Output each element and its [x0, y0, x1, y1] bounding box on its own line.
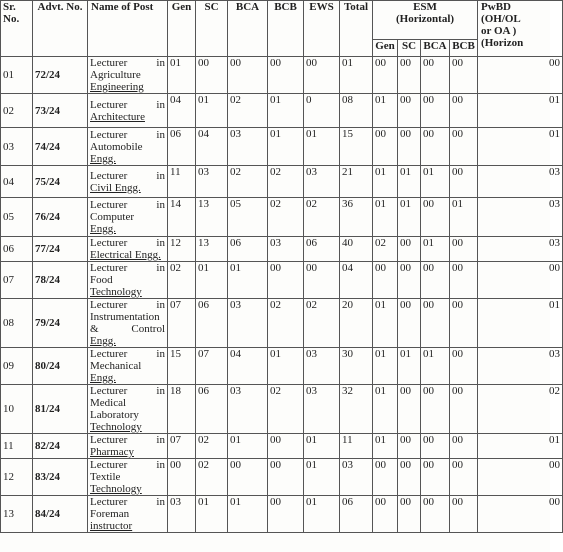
cell-esm-gen: 00: [373, 262, 398, 299]
header-esm-bcb: BCB: [450, 40, 478, 57]
cell-gen: 11: [168, 166, 196, 198]
cell-ews: 01: [304, 128, 340, 166]
post-name-line: Civil Engg.: [90, 181, 141, 194]
table-row: [1, 496, 563, 533]
cell-esm-sc: 01: [398, 348, 421, 385]
cell-pwbd: 01: [478, 434, 563, 459]
header-pwbd-line4: (Horizon: [481, 37, 524, 49]
cell-esm-bcb: 01: [450, 198, 478, 237]
cell-name-of-post: [88, 128, 168, 166]
cell-total: 32: [340, 385, 373, 434]
cell-esm-gen: 01: [373, 348, 398, 385]
cell-esm-sc: 00: [398, 128, 421, 166]
post-name-line: Agriculture: [90, 69, 141, 81]
cell-sc: 06: [196, 385, 228, 434]
cell-sc: 02: [196, 434, 228, 459]
cell-sc: 03: [196, 166, 228, 198]
cell-bca: 01: [228, 434, 268, 459]
cell-esm-sc: 00: [398, 496, 421, 533]
post-name-line: Instrumentation: [90, 311, 160, 323]
post-name-line: Computer: [90, 211, 134, 223]
header-esm-title: ESM: [413, 1, 437, 13]
cell-esm-sc: 00: [398, 299, 421, 348]
header-name-of-post: Name of Post: [88, 1, 168, 57]
cell-esm-bcb: 00: [450, 299, 478, 348]
header-pwbd: [478, 1, 563, 57]
post-name-line: Lecturer in: [90, 385, 165, 397]
cell-bcb: 00: [268, 459, 304, 496]
cell-advt-no: 76/24: [33, 198, 88, 237]
cell-esm-bca: 00: [421, 385, 450, 434]
cell-sc: 00: [196, 57, 228, 94]
cell-gen: 07: [168, 299, 196, 348]
cell-bcb: 01: [268, 128, 304, 166]
header-esm-gen: Gen: [373, 40, 398, 57]
cell-bca: 02: [228, 94, 268, 128]
header-bcb: BCB: [268, 1, 304, 57]
cell-bca: 03: [228, 385, 268, 434]
cell-esm-gen: 00: [373, 496, 398, 533]
cell-bca: 06: [228, 237, 268, 262]
post-name-line: Lecturer in: [90, 434, 165, 446]
cell-esm-sc: 00: [398, 57, 421, 94]
table-row: [1, 166, 563, 198]
table-row: [1, 94, 563, 128]
cell-sr-no: 08: [1, 299, 33, 348]
cell-pwbd: 02: [478, 385, 563, 434]
cell-advt-no: 82/24: [33, 434, 88, 459]
header-pwbd-line1: PwBD: [481, 1, 511, 13]
table-row: [1, 434, 563, 459]
post-name-line: Lecturer in: [90, 459, 165, 471]
header-sc: SC: [196, 1, 228, 57]
cell-name-of-post: [88, 299, 168, 348]
cell-sr-no: 06: [1, 237, 33, 262]
cell-gen: 01: [168, 57, 196, 94]
cell-esm-bca: 00: [421, 434, 450, 459]
cell-esm-bcb: 00: [450, 94, 478, 128]
cell-pwbd: 01: [478, 128, 563, 166]
cell-total: 11: [340, 434, 373, 459]
cell-esm-bcb: 00: [450, 166, 478, 198]
header-advt-no: Advt. No.: [33, 1, 88, 57]
cell-esm-gen: 00: [373, 57, 398, 94]
cell-total: 30: [340, 348, 373, 385]
post-name-line: Lecturer in: [90, 237, 165, 249]
cell-esm-sc: 00: [398, 459, 421, 496]
cell-ews: 03: [304, 166, 340, 198]
cell-bcb: 02: [268, 385, 304, 434]
cell-esm-bcb: 00: [450, 262, 478, 299]
table-row: [1, 299, 563, 348]
cell-sr-no: 03: [1, 128, 33, 166]
cell-name-of-post: [88, 434, 168, 459]
cell-esm-bca: 00: [421, 128, 450, 166]
cell-bca: 02: [228, 166, 268, 198]
cell-esm-sc: 01: [398, 166, 421, 198]
header-esm-bca: BCA: [421, 40, 450, 57]
cell-esm-gen: 01: [373, 299, 398, 348]
post-name-line: Lecturer in: [90, 262, 165, 274]
cell-gen: 06: [168, 128, 196, 166]
post-name-line: Lecturer in: [90, 169, 165, 182]
table-row: [1, 385, 563, 434]
cell-esm-sc: 01: [398, 198, 421, 237]
cell-name-of-post: [88, 237, 168, 262]
post-name-line: Technology: [90, 483, 142, 495]
cell-name-of-post: [88, 57, 168, 94]
cell-name-of-post: [88, 496, 168, 533]
cell-esm-sc: 00: [398, 434, 421, 459]
post-name-line: Lecturer in: [90, 299, 165, 311]
cell-advt-no: 84/24: [33, 496, 88, 533]
cell-esm-bcb: 00: [450, 128, 478, 166]
cell-ews: 00: [304, 262, 340, 299]
cell-esm-bca: 01: [421, 166, 450, 198]
cell-ews: 01: [304, 459, 340, 496]
table-body: [1, 57, 563, 533]
cell-total: 40: [340, 237, 373, 262]
cell-pwbd: 00: [478, 496, 563, 533]
post-name-line: Textile: [90, 471, 121, 483]
cell-esm-bca: 00: [421, 262, 450, 299]
cell-name-of-post: [88, 166, 168, 198]
cell-sr-no: 13: [1, 496, 33, 533]
cell-pwbd: 00: [478, 262, 563, 299]
cell-esm-bca: 00: [421, 198, 450, 237]
table-header: [1, 1, 563, 57]
cell-advt-no: 77/24: [33, 237, 88, 262]
post-name-line: instructor: [90, 520, 133, 532]
post-name-line: & Control: [90, 323, 165, 335]
cell-total: 04: [340, 262, 373, 299]
cell-esm-gen: 01: [373, 434, 398, 459]
header-esm: [373, 1, 478, 40]
header-pwbd-line3: or OA ): [481, 25, 517, 37]
cell-bca: 00: [228, 459, 268, 496]
cell-total: 21: [340, 166, 373, 198]
header-total: Total: [340, 1, 373, 57]
post-name-line: Lecturer in: [90, 57, 165, 69]
cell-advt-no: 80/24: [33, 348, 88, 385]
cell-bca: 00: [228, 57, 268, 94]
cell-sc: 01: [196, 94, 228, 128]
cell-ews: 01: [304, 434, 340, 459]
cell-esm-bcb: 00: [450, 434, 478, 459]
cell-bcb: 00: [268, 496, 304, 533]
table-row: [1, 459, 563, 496]
cell-name-of-post: [88, 94, 168, 128]
cell-name-of-post: [88, 385, 168, 434]
header-bca: BCA: [228, 1, 268, 57]
cell-gen: 02: [168, 262, 196, 299]
cell-advt-no: 72/24: [33, 57, 88, 94]
cell-bcb: 00: [268, 57, 304, 94]
post-name-line: Engg.: [90, 335, 116, 347]
cell-pwbd: 00: [478, 459, 563, 496]
cell-esm-gen: 01: [373, 94, 398, 128]
cell-pwbd: 03: [478, 166, 563, 198]
cell-esm-bcb: 00: [450, 57, 478, 94]
cell-bcb: 02: [268, 198, 304, 237]
cell-bcb: 00: [268, 262, 304, 299]
table-row: [1, 262, 563, 299]
cell-total: 08: [340, 94, 373, 128]
cell-esm-gen: 01: [373, 385, 398, 434]
cell-pwbd: 03: [478, 198, 563, 237]
header-pwbd-line2: (OH/OL: [481, 13, 521, 25]
cell-advt-no: 81/24: [33, 385, 88, 434]
cell-total: 03: [340, 459, 373, 496]
cell-esm-bcb: 00: [450, 237, 478, 262]
cell-bca: 03: [228, 128, 268, 166]
cell-sc: 06: [196, 299, 228, 348]
post-name-line: Mechanical: [90, 360, 142, 372]
cell-esm-bca: 00: [421, 496, 450, 533]
cell-ews: 06: [304, 237, 340, 262]
cell-sc: 07: [196, 348, 228, 385]
cell-sr-no: 07: [1, 262, 33, 299]
cell-ews: 03: [304, 385, 340, 434]
post-name-line: Architecture: [90, 110, 145, 123]
cell-total: 06: [340, 496, 373, 533]
cell-ews: 02: [304, 299, 340, 348]
table-row: [1, 57, 563, 94]
post-name-line: Automobile: [90, 140, 143, 153]
cell-ews: 00: [304, 57, 340, 94]
post-name-line: Food: [90, 274, 113, 286]
cell-gen: 03: [168, 496, 196, 533]
cell-bcb: 01: [268, 94, 304, 128]
cell-esm-bca: 01: [421, 348, 450, 385]
cell-esm-bca: 01: [421, 237, 450, 262]
cell-name-of-post: [88, 348, 168, 385]
post-name-line: Technology: [90, 421, 142, 433]
cell-esm-bca: 00: [421, 94, 450, 128]
cell-ews: 03: [304, 348, 340, 385]
cell-advt-no: 73/24: [33, 94, 88, 128]
cell-esm-sc: 00: [398, 94, 421, 128]
header-gen: Gen: [168, 1, 196, 57]
cell-gen: 07: [168, 434, 196, 459]
cell-pwbd: 03: [478, 348, 563, 385]
cell-esm-gen: 00: [373, 128, 398, 166]
table-row: [1, 348, 563, 385]
cell-sc: 01: [196, 496, 228, 533]
cell-bca: 05: [228, 198, 268, 237]
cell-ews: 01: [304, 496, 340, 533]
post-name-line: Lecturer in: [90, 199, 165, 211]
cell-bca: 03: [228, 299, 268, 348]
post-name-line: Lecturer in: [90, 128, 165, 141]
table-row: [1, 237, 563, 262]
cell-advt-no: 78/24: [33, 262, 88, 299]
cell-bca: 04: [228, 348, 268, 385]
cell-advt-no: 74/24: [33, 128, 88, 166]
cell-sr-no: 12: [1, 459, 33, 496]
cell-advt-no: 79/24: [33, 299, 88, 348]
post-name-line: Lecturer in: [90, 98, 165, 111]
cell-sc: 13: [196, 237, 228, 262]
cell-total: 20: [340, 299, 373, 348]
cell-esm-gen: 02: [373, 237, 398, 262]
cell-esm-bcb: 00: [450, 348, 478, 385]
cell-gen: 14: [168, 198, 196, 237]
cell-pwbd: 01: [478, 94, 563, 128]
cell-esm-sc: 00: [398, 385, 421, 434]
cell-pwbd: 03: [478, 237, 563, 262]
header-ews: EWS: [304, 1, 340, 57]
post-name-line: Technology: [90, 286, 142, 298]
post-name-line: Engg.: [90, 152, 116, 165]
cell-name-of-post: [88, 262, 168, 299]
cell-pwbd: 00: [478, 57, 563, 94]
post-name-line: Medical: [90, 397, 127, 409]
table-row: [1, 198, 563, 237]
cell-sr-no: 10: [1, 385, 33, 434]
header-sr-no: Sr. No.: [1, 1, 33, 57]
post-name-line: Engg.: [90, 372, 116, 384]
cell-esm-gen: 01: [373, 166, 398, 198]
cell-esm-bcb: 00: [450, 459, 478, 496]
header-esm-subtitle: (Horizontal): [396, 13, 455, 25]
table-row: [1, 128, 563, 166]
cell-sr-no: 01: [1, 57, 33, 94]
cell-total: 15: [340, 128, 373, 166]
cell-sr-no: 04: [1, 166, 33, 198]
cell-esm-gen: 01: [373, 198, 398, 237]
post-name-line: Foreman: [90, 508, 130, 520]
cell-esm-sc: 00: [398, 237, 421, 262]
cell-sc: 13: [196, 198, 228, 237]
cell-esm-bcb: 00: [450, 385, 478, 434]
cell-name-of-post: [88, 459, 168, 496]
cell-advt-no: 75/24: [33, 166, 88, 198]
post-name-line: Engg.: [90, 223, 116, 235]
cell-esm-bcb: 00: [450, 496, 478, 533]
cell-gen: 04: [168, 94, 196, 128]
cell-bcb: 03: [268, 237, 304, 262]
header-esm-sc: SC: [398, 40, 421, 57]
cell-bcb: 01: [268, 348, 304, 385]
cell-advt-no: 83/24: [33, 459, 88, 496]
post-name-line: Lecturer in: [90, 496, 165, 508]
post-name-line: Electrical Engg.: [90, 249, 161, 261]
cell-pwbd: 01: [478, 299, 563, 348]
cell-bcb: 02: [268, 166, 304, 198]
cell-bca: 01: [228, 262, 268, 299]
cell-gen: 00: [168, 459, 196, 496]
cell-sr-no: 09: [1, 348, 33, 385]
cell-ews: 02: [304, 198, 340, 237]
cell-esm-bca: 00: [421, 459, 450, 496]
cell-name-of-post: [88, 198, 168, 237]
cell-sr-no: 02: [1, 94, 33, 128]
cell-bcb: 02: [268, 299, 304, 348]
post-name-line: Pharmacy: [90, 446, 134, 458]
cell-bcb: 00: [268, 434, 304, 459]
cell-sc: 02: [196, 459, 228, 496]
cell-gen: 18: [168, 385, 196, 434]
cell-sc: 01: [196, 262, 228, 299]
cell-sr-no: 11: [1, 434, 33, 459]
cell-total: 36: [340, 198, 373, 237]
post-name-line: Lecturer in: [90, 348, 165, 360]
cell-ews: 0: [304, 94, 340, 128]
cell-esm-bca: 00: [421, 299, 450, 348]
post-name-line: Laboratory: [90, 409, 139, 421]
cell-esm-gen: 00: [373, 459, 398, 496]
cell-esm-bca: 00: [421, 57, 450, 94]
cell-total: 01: [340, 57, 373, 94]
cell-gen: 12: [168, 237, 196, 262]
cell-sc: 04: [196, 128, 228, 166]
cell-bca: 01: [228, 496, 268, 533]
cell-sr-no: 05: [1, 198, 33, 237]
cell-esm-sc: 00: [398, 262, 421, 299]
cell-gen: 15: [168, 348, 196, 385]
post-name-line: Engineering: [90, 81, 144, 93]
